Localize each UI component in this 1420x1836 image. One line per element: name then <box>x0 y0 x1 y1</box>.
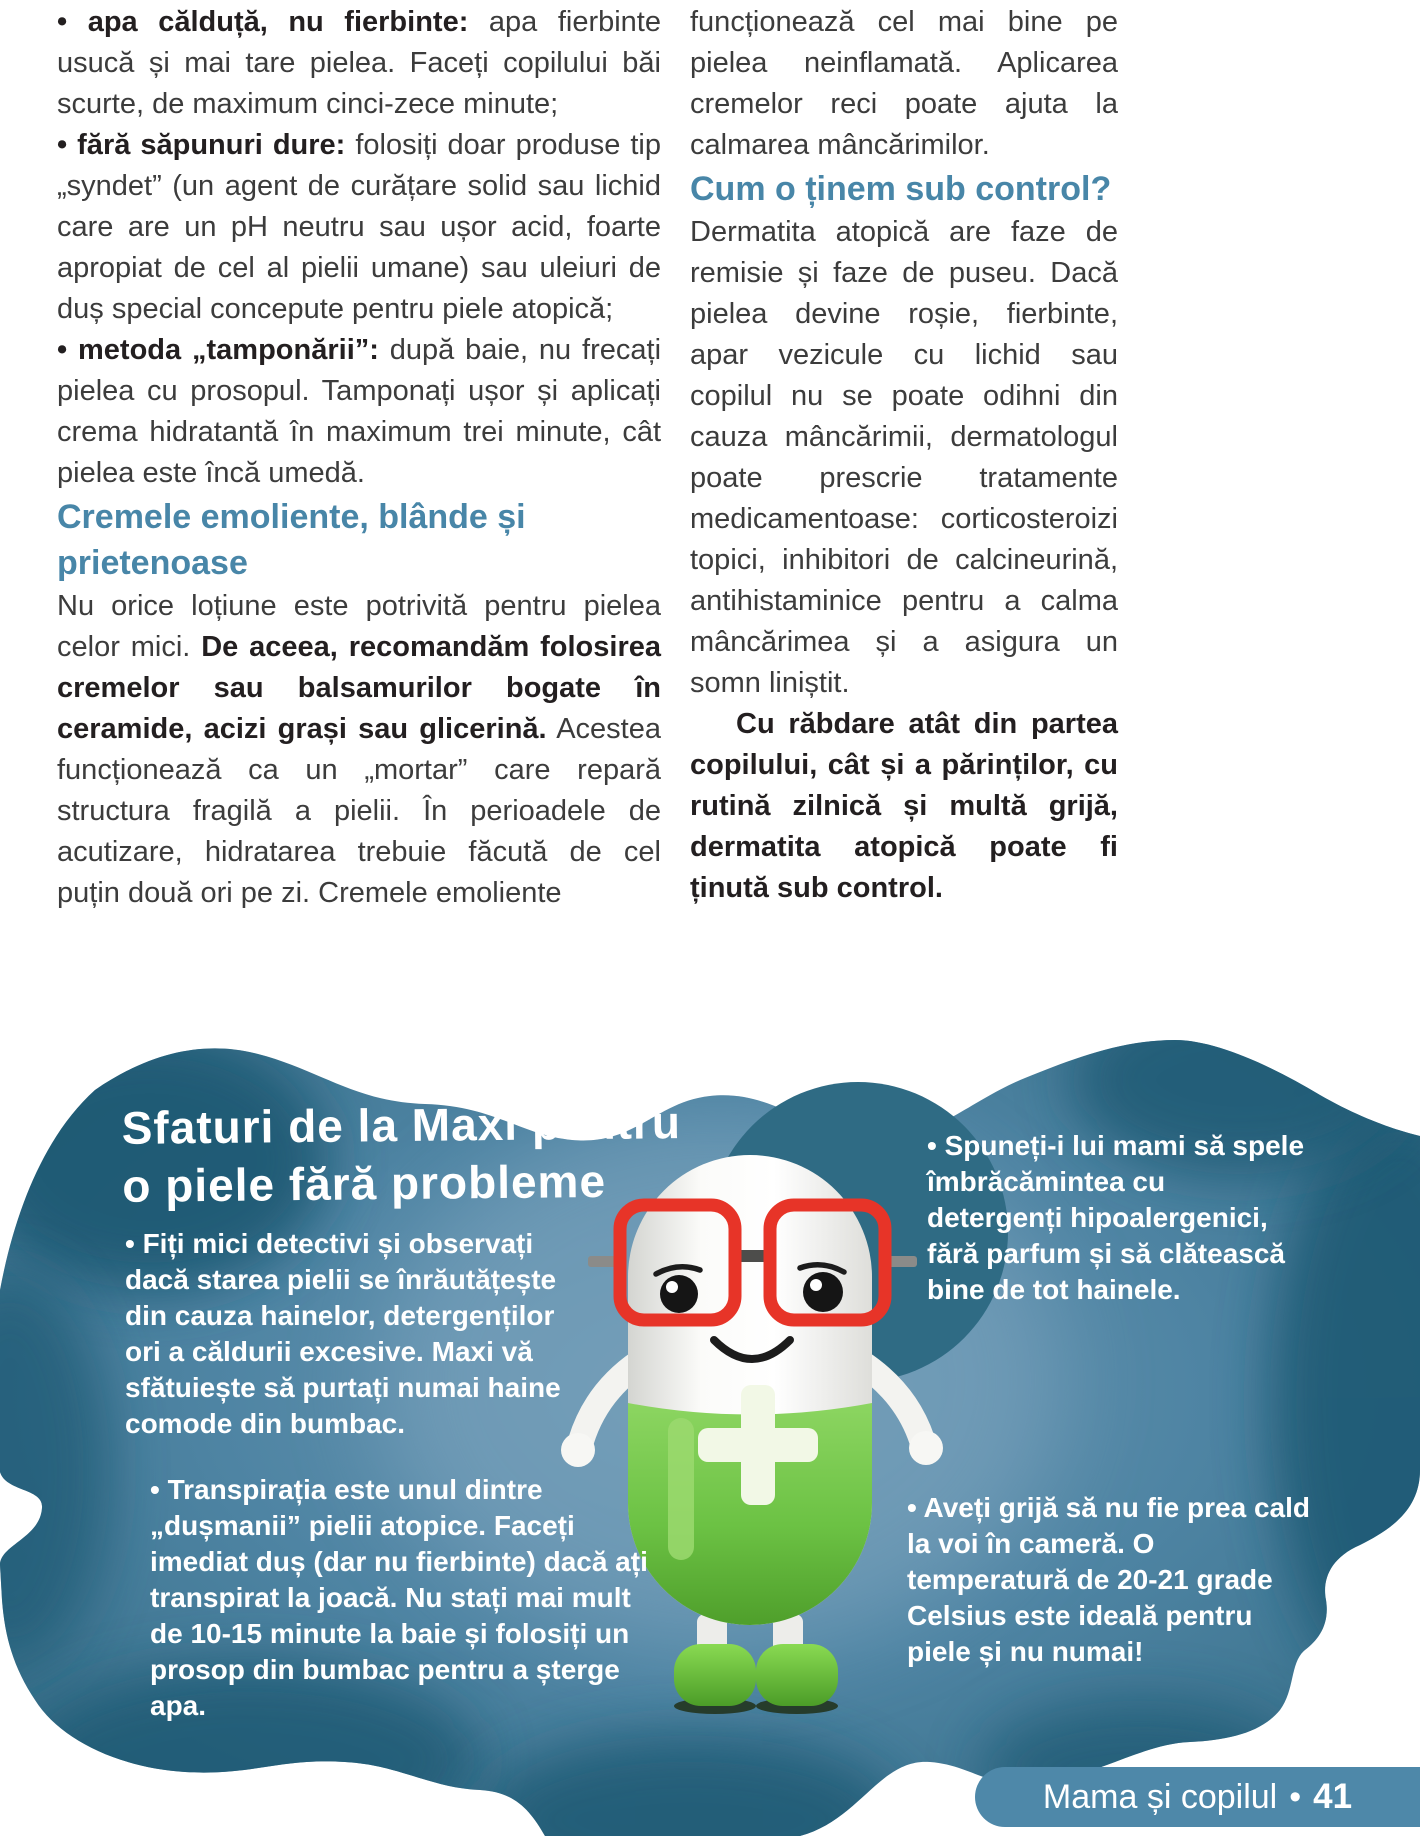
tip-clothes: • Fiți mici detectivi și observați dacă starea pielii se înrăutățește din cauza hainelor, detergenților ori a căldurii excesive. Maxi vă sfătuiește să purtați numai haine comode din bumbac. <box>125 1228 561 1439</box>
continuation-paragraph: funcționează cel mai bine pe pielea neinflamată. Aplicarea cremelor reci poate ajuta la calmarea mâncărimilor. <box>690 6 1118 161</box>
bullet-body: folosiți doar produse tip „syndet” (un agent de curățare solid sau lichid care are un pH neutru sau ușor acid, foarte apropiat de cel al pielii umane) sau uleiuri de duș special concepute pentru piele atopică; <box>57 129 662 325</box>
bullet-body: apa fierbinte usucă și mai tare pielea. Faceți copilului băi scurte, de maximum cinci-zece minute; <box>57 6 661 120</box>
bullet-body: după baie, nu frecați pielea cu prosopul. Tamponați ușor și aplicați crema hidratantă în maximum trei minute, cât pielea este încă umedă. <box>57 334 662 489</box>
tip-temperature: • Aveți grijă să nu fie prea cald la voi în cameră. O temperatură de 20-21 grade Celsius este ideală pentru piele și nu numai! <box>907 1492 1310 1667</box>
emollients-paragraph <box>57 586 661 914</box>
bullet-lead: • metoda „tamponării”: <box>57 334 379 366</box>
section-heading-emollients: Cremele emoliente, blânde și prietenoase <box>57 498 526 582</box>
footer-page-banner <box>975 1767 1420 1827</box>
tip-sweat: • Transpirația este unul dintre „dușmanii” pielii atopice. Faceți imediat duș (dar nu fierbinte) dacă ați transpirat la joacă. Nu stați mai mult de 10-15 minute la baie și folosiți un prosop din bumbac pentru a șterge apa. <box>150 1474 648 1721</box>
article-right-column <box>690 2 1118 909</box>
footer-page-number: 41 <box>1313 1777 1353 1816</box>
article-left-column <box>57 2 661 914</box>
bullet-paragraph <box>57 125 661 330</box>
tips-title-line2: o piele fără probleme <box>122 1154 607 1212</box>
bullet-lead: • fără săpunuri dure: <box>57 129 346 161</box>
mascot-right-hand <box>909 1431 943 1465</box>
left-eye <box>660 1275 698 1313</box>
bullet-paragraph <box>57 2 661 125</box>
tips-title <box>121 1093 681 1215</box>
mascot-body-highlight <box>668 1418 694 1560</box>
section-heading-control: Cum o ținem sub control? <box>690 170 1112 208</box>
right-eye-highlight <box>810 1279 822 1291</box>
para-end: Acestea funcționează ca un „mortar” care repară structura fragilă a pielii. În perioadele de acutizare, hidratarea trebuie făcută de cel puțin două ori pe zi. Cremele emoliente <box>57 713 661 909</box>
conclusion-paragraph: Cu răbdare atât din partea copilului, cât și a părinților, cu rutină zilnică și multă grijă, dermatita atopică poate fi ținută sub control. <box>690 708 1118 904</box>
footer-separator: • <box>1289 1777 1302 1816</box>
right-eye <box>803 1272 843 1312</box>
mascot-left-shoe <box>674 1644 756 1706</box>
tips-title-line1: Sfaturi de la Maxi pentru <box>121 1096 682 1154</box>
footer-magazine-title: Mama și copilul <box>1042 1777 1278 1816</box>
bullet-lead: • apa călduță, nu fierbinte: <box>57 6 469 38</box>
control-paragraph: Dermatita atopică are faze de remisie și faze de puseu. Dacă pielea devine roșie, fierbinte, apar vezicule cu lichid sau copilul nu se poate odihni din cauza mâncărimii, dermatologul poate prescrie tratamente medicamentoase: corticosteroizi topici, inhibitori de calcineurină, antihistaminice pentru a calma mâncărimea și a asigura un somn liniștit. <box>690 216 1118 699</box>
mascot-right-shoe <box>756 1644 838 1706</box>
left-eye-highlight <box>666 1281 678 1293</box>
tip-detergent: • Spuneți-i lui mami să spele îmbrăcămintea cu detergenți hipoalergenici, fără parfum și să clătească bine de tot hainele. <box>927 1130 1305 1305</box>
para-start: Nu orice loțiune este potrivită pentru pielea celor mici. <box>57 590 661 663</box>
bullet-paragraph <box>57 330 661 494</box>
para-bold: De aceea, recomandăm folosirea cremelor sau balsamurilor bogate în ceramide, acizi grași sau glicerină. <box>57 631 662 745</box>
